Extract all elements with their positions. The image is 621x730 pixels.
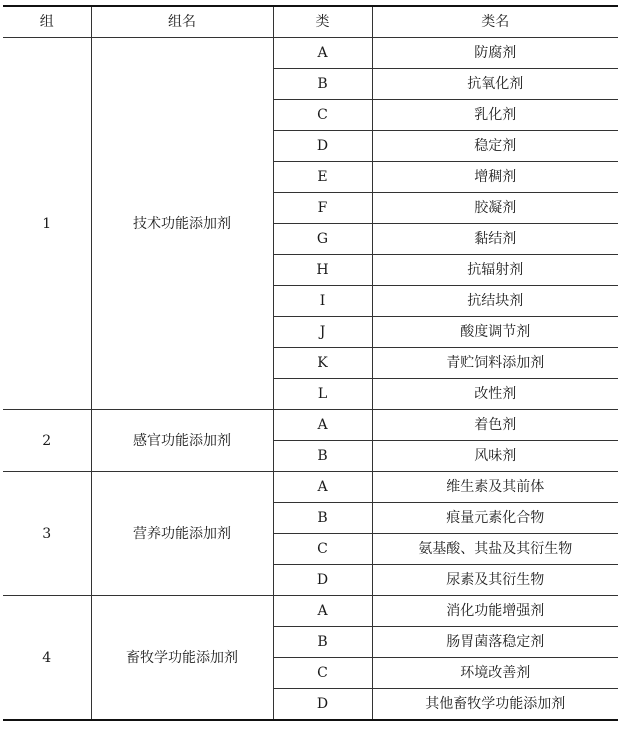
class-code-cell: D [273,131,372,162]
class-code-cell: D [273,689,372,721]
table-body [3,38,618,721]
table-row [3,596,618,627]
class-name-cell: 乳化剂 [372,100,618,131]
class-code-cell: A [273,596,372,627]
class-code-cell: E [273,162,372,193]
class-code-cell: A [273,38,372,69]
table-row [3,410,618,441]
class-name-cell: 环境改善剂 [372,658,618,689]
class-code-cell: H [273,255,372,286]
class-name-cell: 着色剂 [372,410,618,441]
class-name-cell: 消化功能增强剂 [372,596,618,627]
class-name-cell: 改性剂 [372,379,618,410]
class-code-cell: A [273,410,372,441]
table-row [3,38,618,69]
table-row [3,472,618,503]
class-name-cell: 抗结块剂 [372,286,618,317]
class-name-cell: 抗辐射剂 [372,255,618,286]
group-number-cell: 2 [3,410,91,472]
class-name-cell: 黏结剂 [372,224,618,255]
class-name-cell: 尿素及其衍生物 [372,565,618,596]
class-code-cell: A [273,472,372,503]
header-class: 类 [273,6,372,38]
group-number-cell: 1 [3,38,91,410]
additive-classification-table [3,5,618,721]
class-code-cell: B [273,441,372,472]
class-name-cell: 痕量元素化合物 [372,503,618,534]
class-code-cell: C [273,658,372,689]
class-name-cell: 抗氧化剂 [372,69,618,100]
class-code-cell: J [273,317,372,348]
class-code-cell: F [273,193,372,224]
class-name-cell: 增稠剂 [372,162,618,193]
header-group: 组 [3,6,91,38]
group-name-cell: 感官功能添加剂 [91,410,273,472]
class-name-cell: 稳定剂 [372,131,618,162]
class-name-cell: 胶凝剂 [372,193,618,224]
header-group-name: 组名 [91,6,273,38]
group-number-cell: 3 [3,472,91,596]
class-name-cell: 维生素及其前体 [372,472,618,503]
class-name-cell: 肠胃菌落稳定剂 [372,627,618,658]
class-code-cell: B [273,69,372,100]
class-name-cell: 酸度调节剂 [372,317,618,348]
class-code-cell: K [273,348,372,379]
group-name-cell: 技术功能添加剂 [91,38,273,410]
class-name-cell: 其他畜牧学功能添加剂 [372,689,618,721]
class-code-cell: I [273,286,372,317]
class-name-cell: 防腐剂 [372,38,618,69]
class-code-cell: C [273,534,372,565]
group-name-cell: 营养功能添加剂 [91,472,273,596]
class-code-cell: C [273,100,372,131]
class-name-cell: 青贮饲料添加剂 [372,348,618,379]
group-number-cell: 4 [3,596,91,721]
class-code-cell: D [273,565,372,596]
class-code-cell: G [273,224,372,255]
group-name-cell: 畜牧学功能添加剂 [91,596,273,721]
header-class-name: 类名 [372,6,618,38]
class-code-cell: B [273,627,372,658]
header-row [3,6,618,38]
class-name-cell: 氨基酸、其盐及其衍生物 [372,534,618,565]
class-name-cell: 风味剂 [372,441,618,472]
class-code-cell: B [273,503,372,534]
class-code-cell: L [273,379,372,410]
